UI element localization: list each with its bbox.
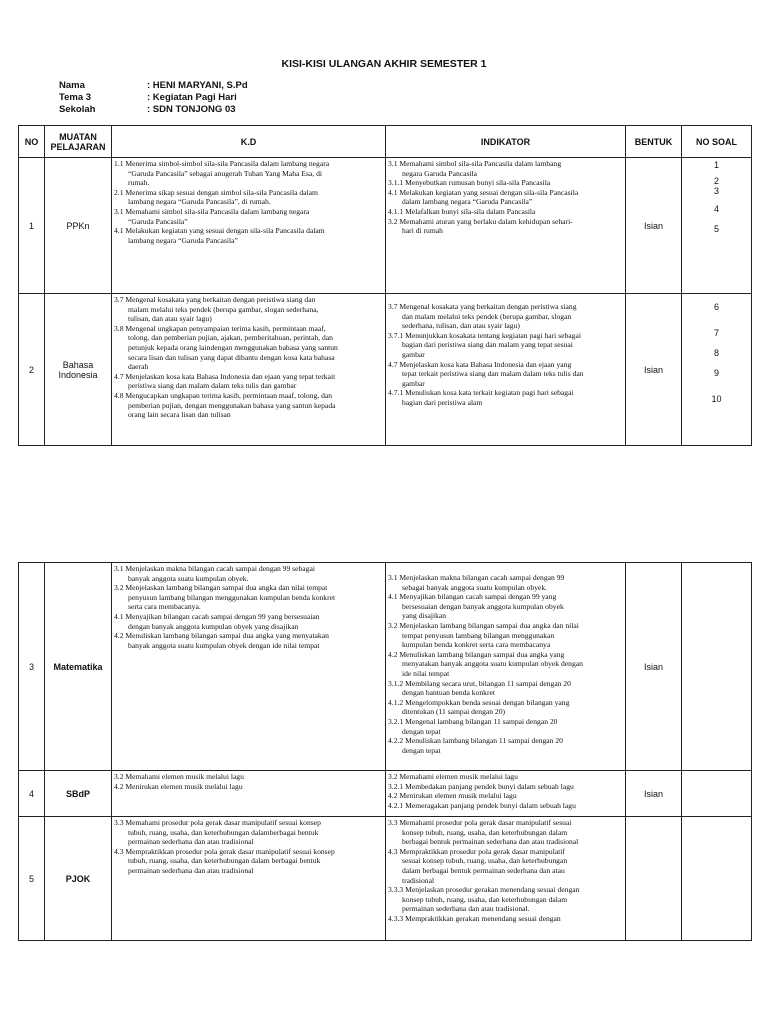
identity-block (59, 80, 248, 116)
text-line: 3.1.1 Menyebutkan rumusan bunyi sila-sila Pancasila (388, 178, 551, 188)
text-line: rumah. (128, 178, 150, 188)
text-line: gambar (402, 378, 425, 388)
text-line: dengan banyak anggota kumpulan obyek yang disajikan (128, 621, 299, 631)
text-line: 4.8 Mengucapkan ungkapan terima kasih, permintaan maaf, tolong, dan (114, 390, 333, 400)
text-line: konsep tubuh, ruang, usaha, dan keterhubungan dalam (402, 827, 568, 837)
row-muatan (45, 294, 112, 446)
text-line: sesuai konsep tubuh, ruang, usaha, dan keterhubungan (402, 856, 568, 866)
soal-number: 6 (713, 302, 719, 312)
text-line: 4.3 Mempraktikkan prosedur pola gerak dasar manipulatif sesuai konsep (114, 846, 335, 856)
text-line: 1.1 Menerima simbol-simbol sila-sila Pancasila dalam lambang negara (114, 159, 330, 168)
row-no-soal (682, 294, 752, 446)
text-line: “Garuda Pancasila” sebagai anugerah Tuhan Yang Maha Esa, di (128, 168, 323, 178)
text-line: 4.1.1 Melafalkan bunyi sila-sila dalam Pancasila (388, 206, 536, 216)
text-line: konsep tubuh, ruang, usaha, dan keterhubungan dalam (402, 894, 568, 904)
row-no: 2 (19, 294, 45, 446)
row-muatan: Matematika (45, 563, 112, 771)
text-line: 4.1 Melakukan kegiatan yang sesuai dengan sila-sila Pancasila dalam (114, 226, 325, 236)
text-line: 3.1 Memahami simbol sila-sila Pancasila dalam lambang negara (114, 206, 310, 216)
text-line: bagian dari peristiwa siang dan malam yang tepat sesuai (402, 340, 573, 350)
info-value: : HENI MARYANI, S.Pd (147, 80, 248, 91)
soal-number: 4 (713, 204, 719, 214)
text-line: dalam lambang negara “Garuda Pancasila” (402, 197, 533, 207)
text-line: banyak anggota suatu kumpulan obyek. (128, 573, 249, 583)
row-no-soal (682, 771, 752, 817)
text-line: 3.2 Memahami aturan yang berlaku dalam kehidupan sehari- (388, 216, 573, 226)
text-line: 3.3 Memahami prosedur pola gerak dasar manipulatif sesuai (388, 818, 572, 827)
row-no: 1 (19, 158, 45, 294)
text-line: 3.2 Menjelaskan lambang bilangan sampai dua angka dan nilai (388, 620, 579, 630)
row-no-soal (682, 158, 752, 294)
text-line: 3.3.3 Menjelaskan prosedur gerakan menendang sesuai dengan (388, 885, 580, 895)
info-value: : SDN TONJONG 03 (147, 104, 236, 115)
row-bentuk: Isian (626, 158, 682, 294)
row-indikator (386, 563, 626, 771)
header-no-soal: NO SOAL (682, 126, 752, 158)
page-title: KISI-KISI ULANGAN AKHIR SEMESTER 1 (281, 58, 487, 70)
text-line: bagian dari peristiwa alam (402, 397, 483, 407)
text-line: 3.2.1 Membedakan panjang pendek bunyi dalam sebuah lagu (388, 781, 574, 791)
info-row-nama (59, 80, 248, 92)
text-line: 4.2 Menirukan elemen musik melalui lagu (114, 781, 243, 791)
text-line: 3.2 Memahami elemen musik melalui lagu (114, 772, 244, 781)
text-line: 4.7 Menjelaskan kosa kata Bahasa Indonesia dan ejaan yang (388, 359, 572, 369)
table-row (19, 294, 752, 446)
info-value: : Kegiatan Pagi Hari (147, 92, 237, 103)
text-line: menyatakan banyak anggota suatu kumpulan obyek dengan (402, 659, 583, 669)
soal-number: 1 (713, 160, 719, 170)
row-no-soal (682, 817, 752, 941)
soal-number: 10 (711, 394, 722, 404)
soal-number: 7 (713, 328, 719, 338)
row-no: 4 (19, 771, 45, 817)
text-line: 3.1 Memahami simbol sila-sila Pancasila dalam lambang (388, 159, 562, 168)
header-muatan-line: PELAJARAN (50, 141, 106, 152)
header-muatan (45, 126, 112, 158)
text-line: 3.2 Menjelaskan lambang bilangan sampai dua angka dan nilai tempat (114, 583, 328, 593)
row-muatan: SBdP (45, 771, 112, 817)
text-line: tepat terkait peristiwa siang dan malam dalam teks tulis dan (402, 369, 584, 379)
text-line: 4.3.3 Mempraktikkan gerakan menendang sesuai dengan (388, 913, 561, 923)
table-row (19, 817, 752, 941)
text-line: 4.2.1 Memeragakan panjang pendek bunyi dalam sebuah lagu (388, 800, 576, 810)
table-row (19, 158, 752, 294)
text-line: dalam berbagai bentuk permainan sederhana dan atau (402, 865, 565, 875)
text-line: 4.2 Menuliskan lambang bilangan sampai dua angka yang (388, 649, 565, 659)
text-line: serta cara membacanya. (128, 602, 201, 612)
text-line: secara lisan dan tulisan yang dapat dibantu dengan kosa kata bahasa (128, 352, 335, 362)
header-bentuk: BENTUK (626, 126, 682, 158)
text-line: peristiwa siang dan malam dalam teks tulis dan gambar (128, 381, 297, 391)
kisi-kisi-table-2 (18, 562, 752, 941)
info-label: Nama (59, 80, 85, 91)
text-line: tubuh, ruang, usaha, dan keterhubungan dalam berbagai bentuk (128, 856, 321, 866)
text-line: 4.1 Menyajikan bilangan cacah sampai dengan 99 yang bersesuaian (114, 611, 320, 621)
text-line: pemberian pujian, dengan menggunakan bahasa yang santun kepada (128, 400, 336, 410)
row-bentuk: Isian (626, 771, 682, 817)
text-line: 3.2.1 Mengenal lambang bilangan 11 sampai dengan 20 (388, 716, 558, 726)
text-line: permainan sederhana dan atau tradisional (128, 865, 254, 875)
table-header-row (19, 126, 752, 158)
row-muatan-line: Indonesia (58, 369, 98, 380)
text-line: sederhana, tulisan, dan atau syair lagu) (402, 321, 520, 331)
text-line: bersesuaian dengan banyak anggota kumpulan obyek (402, 601, 564, 611)
info-label: Tema 3 (59, 92, 92, 103)
row-kd (112, 817, 386, 941)
text-line: hari di rumah (402, 226, 443, 236)
info-row-tema (59, 92, 248, 104)
row-indikator (386, 771, 626, 817)
text-line: petunjuk kepada orang laindengan menggunakan bahasa yang santun (128, 342, 338, 352)
text-line: 3.1.2 Membilang secara urut, bilangan 11 sampai dengan 20 (388, 678, 571, 688)
text-line: 3.2 Memahami elemen musik melalui lagu (388, 772, 518, 781)
row-kd (112, 563, 386, 771)
text-line: tolong, dan pemberian pujian, ajakan, pemberitahuan, perintah, dan (128, 333, 333, 343)
text-line: penyusun lambang bilangan menggunakan kumpulan benda konkret (128, 592, 336, 602)
header-muatan-line: MUATAN (59, 131, 97, 142)
info-row-sekolah (59, 104, 248, 116)
text-line: tubuh, ruang, usaha, dan keterhubungan dalamberbagai bentuk (128, 827, 319, 837)
text-line: ide nilai tempat (402, 668, 450, 678)
text-line: 3.8 Mengenal ungkapan penyampaian terima kasih, permintaan maaf, (114, 323, 326, 333)
text-line: 4.1 Menyajikan bilangan cacah sampai dengan 99 yang (388, 592, 557, 602)
text-line: 3.7 Mengenal kosakata yang berkaitan dengan peristiwa siang (388, 302, 577, 311)
soal-number: 9 (713, 368, 719, 378)
soal-number: 8 (713, 348, 719, 358)
row-no: 5 (19, 817, 45, 941)
soal-number: 5 (713, 224, 719, 234)
row-muatan: PJOK (45, 817, 112, 941)
row-indikator (386, 158, 626, 294)
text-line: 3.1 Menjelaskan makna bilangan cacah sampai dengan 99 (388, 573, 565, 582)
row-bentuk (626, 817, 682, 941)
row-muatan-line: Bahasa (62, 359, 94, 370)
row-bentuk: Isian (626, 563, 682, 771)
text-line: 3.7.1 Menunjukkan kosakata tentang kegiatan pagi hari sebagai (388, 330, 581, 340)
text-line: dengan tepat (402, 726, 441, 736)
text-line: negara Garuda Pancasila (402, 168, 478, 178)
text-line: berbagai bentuk permainan sederhana dan atau tradisional (402, 837, 579, 847)
header-kd: K.D (112, 126, 386, 158)
text-line: 3.3 Memahami prosedur pola gerak dasar manipulatif sesuai konsep (114, 818, 321, 827)
text-line: 4.1.2 Mengelompokkan benda sesuai dengan bilangan yang (388, 697, 570, 707)
text-line: 2.1 Menerima sikap sesuai dengan simbol sila-sila Pancasila dalam (114, 187, 318, 197)
table-row (19, 563, 752, 771)
row-indikator (386, 817, 626, 941)
soal-number: 3 (713, 186, 719, 196)
text-line: dan malam melalui teks pendek (berupa gambar, slogan (402, 311, 572, 321)
text-line: dengan tepat (402, 745, 441, 755)
text-line: malam melalui teks pendek (berupa gambar, slogan sederhana, (128, 304, 319, 314)
header-indikator: INDIKATOR (386, 126, 626, 158)
row-kd (112, 158, 386, 294)
text-line: 4.2.2 Menuliskan lambang bilangan 11 sampai dengan 20 (388, 736, 563, 746)
text-line: 4.2 Menuliskan lambang bilangan sampai dua angka yang menyatakan (114, 631, 329, 641)
text-line: lambang negara “Garuda Pancasila”, di rumah. (128, 197, 271, 207)
header-no: NO (19, 126, 45, 158)
text-line: permainan sederhana dan atau tradisional. (402, 904, 530, 914)
text-line: sebagai banyak anggota suatu kumpulan obyek. (402, 582, 548, 592)
text-line: orang lain secara lisan dan tulisan (128, 410, 231, 420)
text-line: lambang negara “Garuda Pancasila” (128, 235, 238, 245)
row-muatan: PPKn (45, 158, 112, 294)
text-line: 3.1 Menjelaskan makna bilangan cacah sampai dengan 99 sebagai (114, 564, 315, 573)
soal-number: 2 (713, 176, 719, 186)
text-line: tradisional (402, 875, 435, 885)
text-line: 4.3 Mempraktikkan prosedur pola gerak dasar manipulatif (388, 846, 565, 856)
row-no-soal (682, 563, 752, 771)
text-line: 4.1 Melakukan kegiatan yang sesuai dengan sila-sila Pancasila (388, 187, 579, 197)
table-row (19, 771, 752, 817)
text-line: dengan bantuan benda konkret (402, 688, 495, 698)
text-line: tempat penyusun lambang bilangan menggunakan (402, 630, 555, 640)
text-line: gambar (402, 349, 425, 359)
text-line: yang disajikan (402, 611, 447, 621)
row-indikator (386, 294, 626, 446)
row-bentuk: Isian (626, 294, 682, 446)
kisi-kisi-table-1 (18, 125, 752, 446)
row-kd (112, 771, 386, 817)
text-line: “Garuda Pancasila” (128, 216, 188, 226)
text-line: 4.7.1 Menuliskan kosa kata terkait kegiatan pagi hari sebagai (388, 388, 574, 398)
text-line: tulisan, dan atau syair lagu) (128, 314, 212, 324)
row-no: 3 (19, 563, 45, 771)
text-line: permainan sederhana dan atau tradisional (128, 837, 254, 847)
row-kd (112, 294, 386, 446)
text-line: kumpulan benda konkret serta cara membacanya (402, 640, 551, 650)
text-line: 4.7 Menjelaskan kosa kata Bahasa Indonesia dan ejaan yang tepat terkait (114, 371, 336, 381)
text-line: 4.2 Menirukan elemen musik melalui lagu (388, 791, 517, 801)
text-line: ditentukan (11 sampai dengan 20) (402, 707, 506, 717)
text-line: 3.7 Mengenal kosakata yang berkaitan dengan peristiwa siang dan (114, 295, 316, 304)
text-line: daerah (128, 362, 149, 372)
text-line: banyak anggota suatu kumpulan obyek dengan ide nilai tempat (128, 640, 320, 650)
info-label: Sekolah (59, 104, 96, 115)
